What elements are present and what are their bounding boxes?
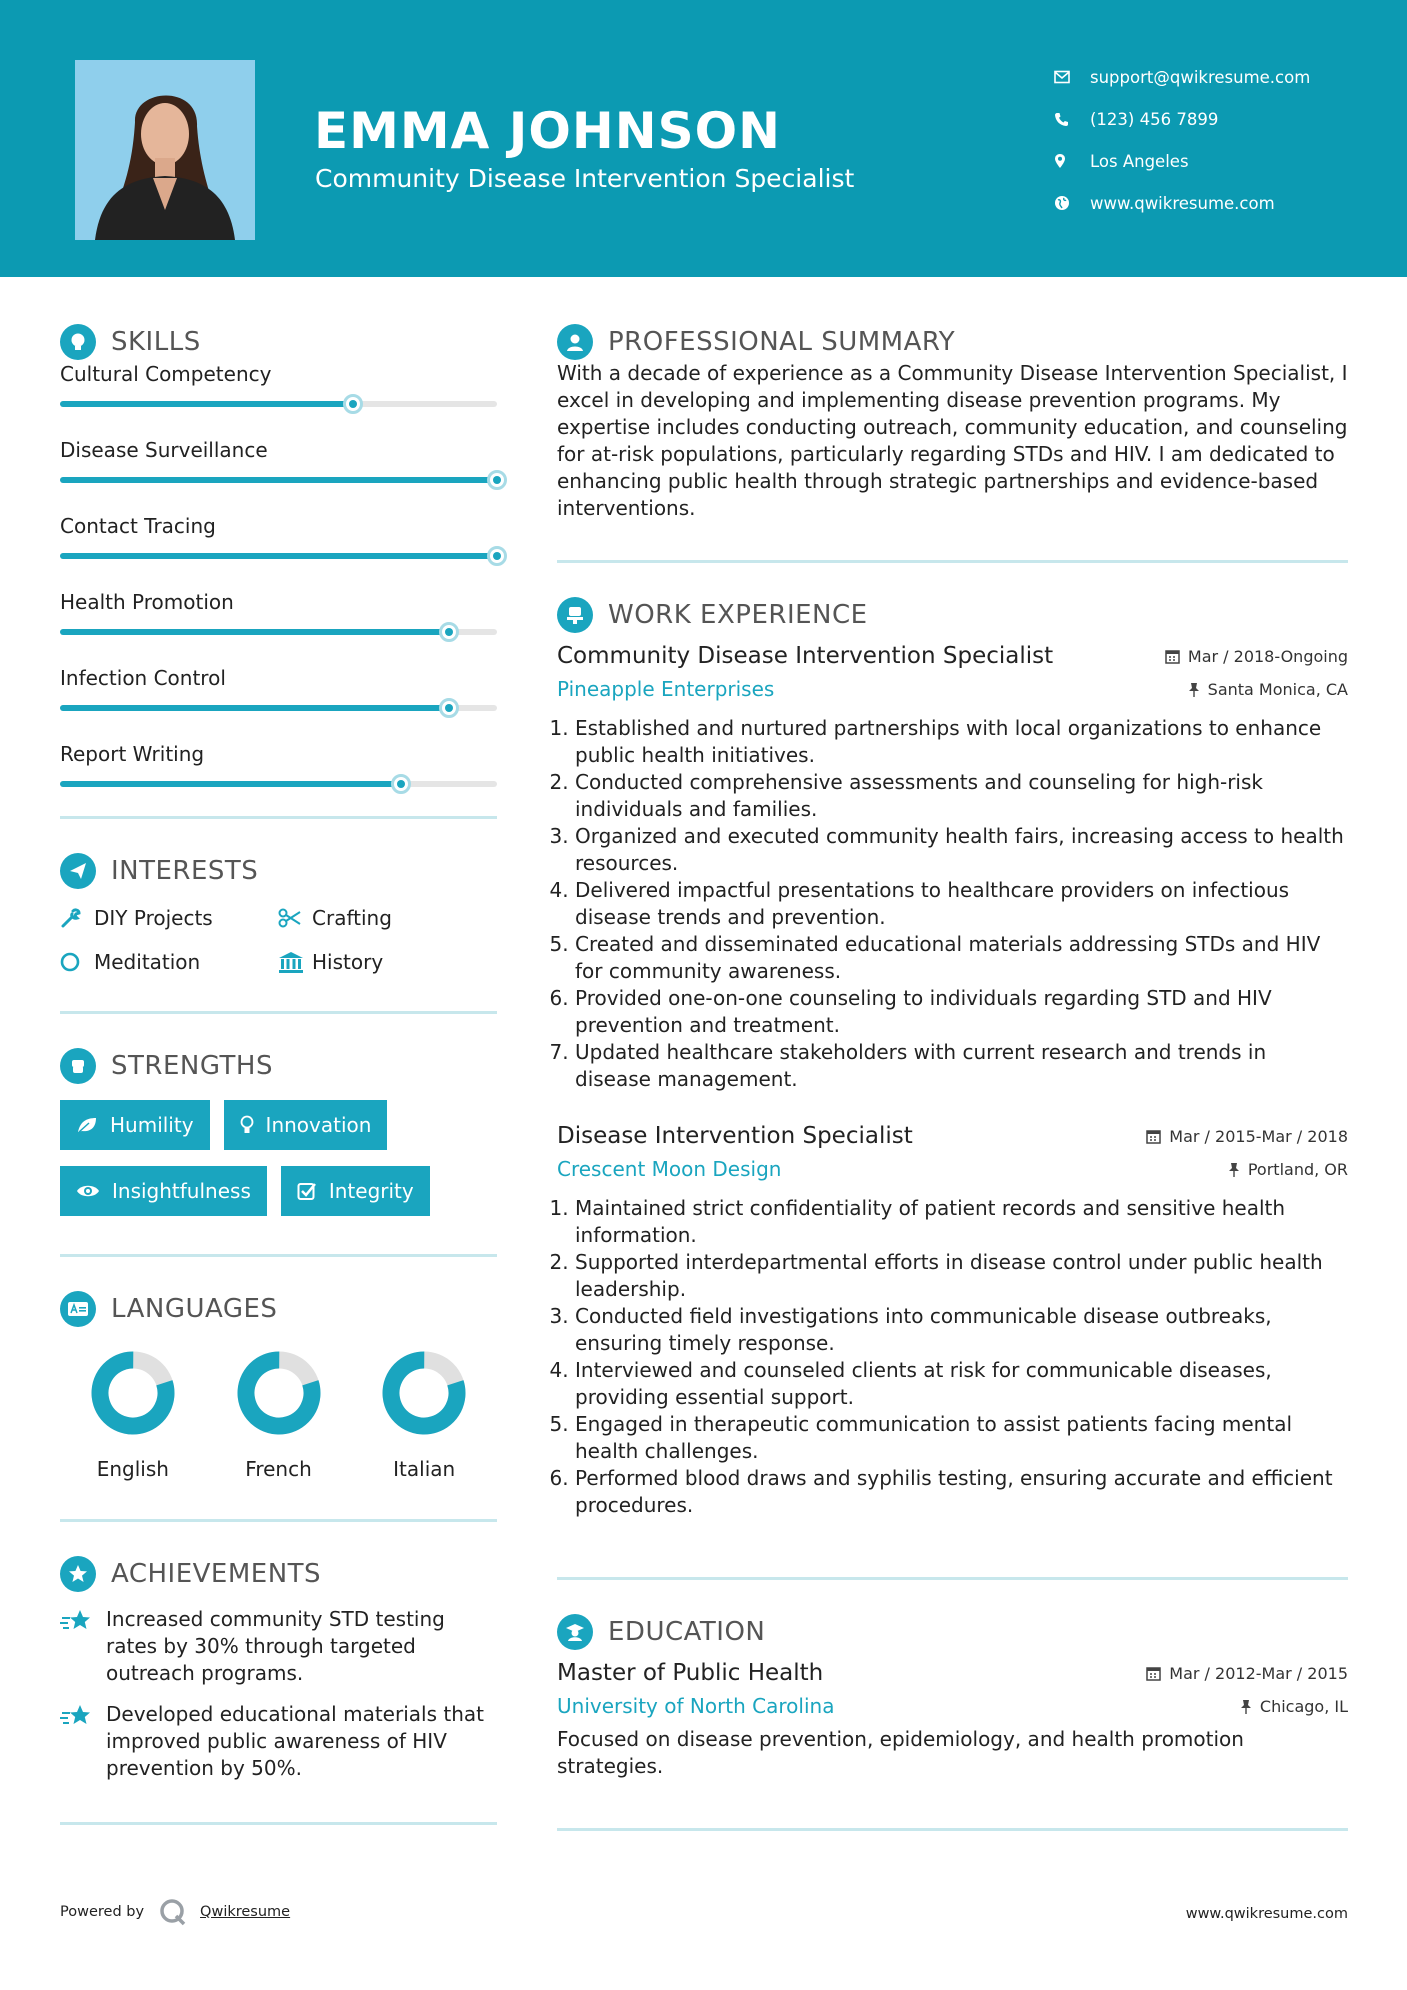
- job-dates: [1146, 1127, 1348, 1146]
- lightbulb-icon: [60, 324, 96, 360]
- section-divider: [557, 1828, 1348, 1831]
- interests-title: INTERESTS: [111, 856, 259, 886]
- job-bullet: 4. Delivered impactful presentations to healthcare providers on infectious disease trends and prevention.: [575, 877, 1348, 931]
- strengths-title: STRENGTHS: [111, 1051, 273, 1081]
- graduate-icon: [557, 1614, 593, 1650]
- strength-label: Insightfulness: [112, 1179, 251, 1203]
- skill-label: Contact Tracing: [60, 514, 216, 538]
- skill-knob[interactable]: [343, 394, 363, 414]
- skill-item: [60, 436, 497, 512]
- skill-label: Report Writing: [60, 742, 205, 766]
- skill-item: [60, 360, 497, 436]
- qwikresume-link[interactable]: Qwikresume: [200, 1904, 291, 1920]
- summary-text: With a decade of experience as a Community Disease Intervention Specialist, I excel in developing and implementing disease prevention programs. My expertise includes conducting outreach, community education, and counseling for at-risk populations, particularly regarding STDs and HIV. I am dedicated to enhancing public health through strategic partnerships and evidence-based interventions.: [557, 361, 1348, 520]
- leaf-icon: [76, 1116, 98, 1134]
- contact-phone-text: (123) 456 7899: [1090, 109, 1219, 129]
- skill-knob[interactable]: [487, 470, 507, 490]
- experience-title: WORK EXPERIENCE: [608, 600, 868, 630]
- job-subheader: [557, 677, 1348, 701]
- header-banner: [0, 0, 1407, 277]
- calendar-icon: [1165, 649, 1180, 664]
- strength-tag: [60, 1100, 210, 1150]
- section-divider: [60, 816, 497, 819]
- section-divider: [60, 1011, 497, 1014]
- pushpin-icon: [1240, 1699, 1252, 1714]
- envelope-icon: [1054, 70, 1090, 84]
- strength-label: Innovation: [265, 1113, 372, 1137]
- skill-bar-fill: [60, 401, 353, 407]
- achievements-title: ACHIEVEMENTS: [111, 1559, 322, 1589]
- skill-bar: [60, 553, 497, 559]
- pushpin-icon: [1228, 1162, 1240, 1177]
- star-bullet-icon: [60, 1606, 106, 1687]
- skill-knob[interactable]: [487, 546, 507, 566]
- language-icon: [60, 1291, 96, 1327]
- wrench-icon: [60, 907, 94, 929]
- contact-website-text: www.qwikresume.com: [1090, 193, 1275, 213]
- qwikresume-logo-icon: [158, 1897, 188, 1927]
- education-title: EDUCATION: [608, 1617, 766, 1647]
- section-divider: [557, 560, 1348, 563]
- job-location: [1228, 1160, 1348, 1179]
- job-title: Community Disease Intervention Specialist: [557, 643, 1054, 669]
- contact-location-text: Los Angeles: [1090, 151, 1189, 171]
- languages-heading: [60, 1285, 497, 1333]
- job-bullet: 6. Provided one-on-one counseling to individuals regarding STD and HIV prevention and treatment.: [575, 985, 1348, 1039]
- job-location: [1188, 680, 1348, 699]
- education-subheader: [557, 1694, 1348, 1718]
- languages-title: LANGUAGES: [111, 1294, 278, 1324]
- skill-label: Cultural Competency: [60, 362, 272, 386]
- education-description: Focused on disease prevention, epidemiology, and health promotion strategies.: [557, 1727, 1244, 1778]
- contact-website[interactable]: [1054, 182, 1384, 224]
- interest-label: Crafting: [312, 906, 392, 930]
- skill-knob[interactable]: [391, 774, 411, 794]
- contact-phone[interactable]: [1054, 98, 1384, 140]
- strength-tag: [60, 1166, 267, 1216]
- languages-list: [60, 1347, 497, 1481]
- job-location-text: Portland, OR: [1247, 1159, 1348, 1179]
- skill-knob[interactable]: [439, 698, 459, 718]
- skill-label: Health Promotion: [60, 590, 234, 614]
- language-label: French: [245, 1457, 312, 1481]
- job-bullet: 7. Updated healthcare stakeholders with current research and trends in disease management.: [575, 1039, 1348, 1093]
- interest-item: [60, 905, 278, 931]
- achievements-list: [60, 1606, 497, 1782]
- strength-label: Humility: [110, 1113, 194, 1137]
- profile-photo: [75, 60, 255, 240]
- briefcase-icon: [557, 597, 593, 633]
- section-divider: [60, 1519, 497, 1522]
- check-square-icon: [297, 1181, 317, 1201]
- skill-bar: [60, 401, 497, 407]
- experience-heading: [557, 591, 1348, 639]
- job-header: [557, 1123, 1348, 1149]
- paper-plane-icon: [60, 853, 96, 889]
- skills-heading: [60, 318, 497, 366]
- summary-heading: [557, 318, 1348, 366]
- education-entry: [557, 1660, 1348, 1780]
- skill-bar-fill: [60, 629, 449, 635]
- fist-icon: [60, 1048, 96, 1084]
- language-item: [351, 1347, 497, 1481]
- skill-bar: [60, 629, 497, 635]
- interest-item: [278, 949, 496, 975]
- interest-label: Meditation: [94, 950, 201, 974]
- language-donut: [233, 1347, 325, 1439]
- footer-url[interactable]: www.qwikresume.com: [1185, 1906, 1348, 1922]
- strength-tag: [281, 1166, 430, 1216]
- interests-list: [60, 905, 497, 975]
- skills-list: [60, 360, 497, 816]
- job-subheader: [557, 1157, 1348, 1181]
- skill-bar-fill: [60, 781, 401, 787]
- skills-title: SKILLS: [111, 327, 201, 357]
- job-bullet: 5. Engaged in therapeutic communication to assist patients facing mental health challenges.: [575, 1411, 1348, 1465]
- education-location-text: Chicago, IL: [1259, 1696, 1348, 1716]
- section-divider: [557, 1577, 1348, 1580]
- contact-list: [1054, 56, 1384, 224]
- school-name: University of North Carolina: [557, 1694, 835, 1718]
- language-item: [206, 1347, 352, 1481]
- company-name: Pineapple Enterprises: [557, 677, 775, 701]
- skill-bar-fill: [60, 477, 497, 483]
- job-dates-text: Mar / 2015-Mar / 2018: [1169, 1126, 1348, 1146]
- skill-bar-fill: [60, 553, 497, 559]
- section-divider: [60, 1822, 497, 1825]
- job-bullet: 1. Established and nurtured partnerships with local organizations to enhance public health initiatives.: [575, 715, 1348, 769]
- education-heading: [557, 1608, 1348, 1656]
- summary-title: PROFESSIONAL SUMMARY: [608, 327, 956, 357]
- job-bullets: [557, 715, 1348, 1093]
- eye-icon: [76, 1183, 100, 1199]
- strengths-heading: [60, 1042, 497, 1090]
- job-location-text: Santa Monica, CA: [1207, 679, 1348, 699]
- achievements-heading: [60, 1550, 497, 1598]
- map-pin-icon: [1054, 153, 1090, 169]
- achievement-item: [60, 1606, 497, 1687]
- skill-bar-fill: [60, 705, 449, 711]
- interest-item: [278, 905, 496, 931]
- degree-title: Master of Public Health: [557, 1660, 824, 1686]
- section-divider: [60, 1254, 497, 1257]
- star-icon: [60, 1556, 96, 1592]
- skill-knob[interactable]: [439, 622, 459, 642]
- skill-bar: [60, 705, 497, 711]
- lightbulb-icon: [240, 1115, 254, 1135]
- language-label: Italian: [393, 1457, 456, 1481]
- job-bullet: 3. Conducted field investigations into communicable disease outbreaks, ensuring timely response.: [575, 1303, 1348, 1357]
- language-donut: [378, 1347, 470, 1439]
- skill-label: Infection Control: [60, 666, 226, 690]
- skill-label: Disease Surveillance: [60, 438, 268, 462]
- bank-icon: [278, 951, 312, 973]
- interest-label: DIY Projects: [94, 906, 213, 930]
- job-bullet: 6. Performed blood draws and syphilis testing, ensuring accurate and efficient procedures.: [575, 1465, 1348, 1519]
- skill-item: [60, 512, 497, 588]
- interest-item: [60, 949, 278, 975]
- job-title: Disease Intervention Specialist: [557, 1123, 913, 1149]
- job-bullet: 1. Maintained strict confidentiality of patient records and sensitive health information.: [575, 1195, 1348, 1249]
- scissors-icon: [278, 908, 312, 928]
- footer-powered-by: [60, 1897, 290, 1927]
- interest-label: History: [312, 950, 384, 974]
- job-bullet: 3. Organized and executed community health fairs, increasing access to health resources.: [575, 823, 1348, 877]
- strength-tag: [224, 1100, 388, 1150]
- skill-item: [60, 664, 497, 740]
- achievement-text: Developed educational materials that improved public awareness of HIV prevention by 50%.: [106, 1702, 484, 1780]
- skill-item: [60, 740, 497, 816]
- education-dates: [1146, 1664, 1348, 1683]
- achievement-text: Increased community STD testing rates by 30% through targeted outreach programs.: [106, 1607, 445, 1685]
- pushpin-icon: [1188, 682, 1200, 697]
- company-name: Crescent Moon Design: [557, 1157, 782, 1181]
- language-label: English: [96, 1457, 169, 1481]
- phone-icon: [1054, 112, 1090, 127]
- contact-email[interactable]: [1054, 56, 1384, 98]
- job-entry: [557, 1123, 1348, 1519]
- strengths-list: [60, 1100, 497, 1216]
- calendar-icon: [1146, 1129, 1161, 1144]
- skill-item: [60, 588, 497, 664]
- education-location: [1240, 1697, 1348, 1716]
- interests-heading: [60, 847, 497, 895]
- calendar-icon: [1146, 1666, 1161, 1681]
- job-bullet: 2. Supported interdepartmental efforts in disease control under public health leadership.: [575, 1249, 1348, 1303]
- star-bullet-icon: [60, 1701, 106, 1782]
- job-bullets: [557, 1195, 1348, 1519]
- user-icon: [557, 324, 593, 360]
- strength-label: Integrity: [328, 1179, 414, 1203]
- right-column: [557, 318, 1348, 1831]
- education-header: [557, 1660, 1348, 1686]
- powered-by-label: Powered by: [60, 1904, 145, 1920]
- job-dates-text: Mar / 2018-Ongoing: [1187, 646, 1348, 666]
- left-column: [60, 318, 497, 1825]
- candidate-name: EMMA JOHNSON: [314, 102, 781, 160]
- job-bullet: 5. Created and disseminated educational materials addressing STDs and HIV for community awareness.: [575, 931, 1348, 985]
- job-header: [557, 643, 1348, 669]
- circle-icon: [60, 951, 94, 973]
- language-donut: [87, 1347, 179, 1439]
- job-entry: [557, 643, 1348, 1093]
- job-bullet: 4. Interviewed and counseled clients at risk for communicable diseases, providing essential support.: [575, 1357, 1348, 1411]
- contact-email-text: support@qwikresume.com: [1090, 67, 1311, 87]
- education-dates-text: Mar / 2012-Mar / 2015: [1169, 1663, 1348, 1683]
- achievement-item: [60, 1701, 497, 1782]
- contact-location: [1054, 140, 1384, 182]
- globe-icon: [1054, 195, 1090, 211]
- language-item: [60, 1347, 206, 1481]
- skill-bar: [60, 477, 497, 483]
- job-dates: [1165, 647, 1348, 666]
- job-bullet: 2. Conducted comprehensive assessments and counseling for high-risk individuals and families.: [575, 769, 1348, 823]
- candidate-title: Community Disease Intervention Specialist: [315, 164, 855, 193]
- skill-bar: [60, 781, 497, 787]
